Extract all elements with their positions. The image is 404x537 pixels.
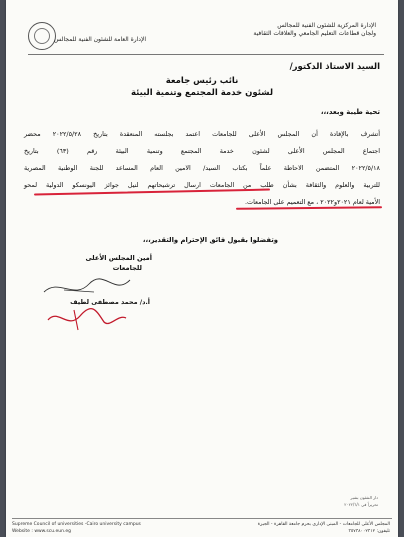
footer-right — [258, 521, 390, 535]
university-seal-icon — [28, 22, 56, 50]
addressee-title-1: نائب رئيس جامعة — [165, 76, 239, 86]
footer-right-line1: المجلس الأعلى للجامعات - المبنى الإداري بحرم جامعة القاهرة - الجيزة — [257, 522, 390, 527]
greeting: تحية طيبة وبعد،،، — [320, 108, 380, 116]
red-underline-1 — [34, 189, 270, 195]
addressee-title-2: لشئون خدمة المجتمع وتنمية البيئة — [130, 88, 274, 98]
footer-right-line2: تليفون: ٣٥٧٣٨٠٠٢٣١٢ — [348, 529, 390, 534]
header-right-line2: ولجان قطاعات التعليم الجامعي والعلاقات الثقافية — [253, 30, 376, 37]
body-line-5: الأمية لعام ٢٠٢١و٢٠٢٢ ، مع التعميم على الجامعات. — [245, 198, 380, 206]
closing: وتفضلوا بقبول فائق الإحترام والتقدير،،، — [142, 236, 278, 244]
addressee: السيد الاستاذ الدكتور/ — [289, 62, 380, 72]
footnote-line1: دار الشئون بشير — [350, 495, 378, 500]
signatory-title-2: للجامعات — [112, 264, 142, 272]
footer-divider — [12, 518, 392, 519]
header-right — [253, 22, 376, 38]
header-divider — [28, 54, 384, 55]
body-line-4: للتربية والعلوم والثقافة بشأن طلب من الجامعات ارسال ترشيحاتهم لنيل جوائز اليونسكو الدولية لمحو — [24, 181, 380, 189]
signatory-title-1: أمين المجلس الأعلى — [85, 254, 152, 262]
letter-page — [6, 0, 398, 537]
footer-left-line1: Supreme Council of universities -Cairo university campus — [12, 522, 141, 527]
body-line-3: ٢٠٢٢/٥/١٨ المتضمن الاحاطة علماً بكتاب السيد/ الامين العام المساعد للجنة الوطنية المصرية — [24, 164, 380, 172]
signatory-name: أ.د/ محمد مصطفى لطيف — [70, 298, 150, 306]
footer-left-line2: Website : www.scu.eun.eg — [12, 529, 72, 534]
footer-left — [12, 521, 141, 535]
header-right-line1: الإدارة المركزية للشئون الفنية للمجالس — [277, 22, 376, 29]
header-left: الإدارة العامة للشئون الفنية للمجالس — [54, 36, 147, 43]
body-line-1: أتشرف بالإفادة أن المجلس الأعلى للجامعات اعتمد بجلسته المنعقدة بتاريخ ٢٠٢٢/٥/٢٨ محضر — [24, 130, 380, 138]
red-underline-2 — [236, 206, 382, 209]
footnote-line2: تحريراً في ٢٠٢٢/٦/١ — [344, 502, 378, 507]
body-line-2: اجتماع المجلس الأعلى لشئون خدمة المجتمع وتنمية البيئة رقم (٦٣) بتاريخ — [24, 147, 380, 155]
